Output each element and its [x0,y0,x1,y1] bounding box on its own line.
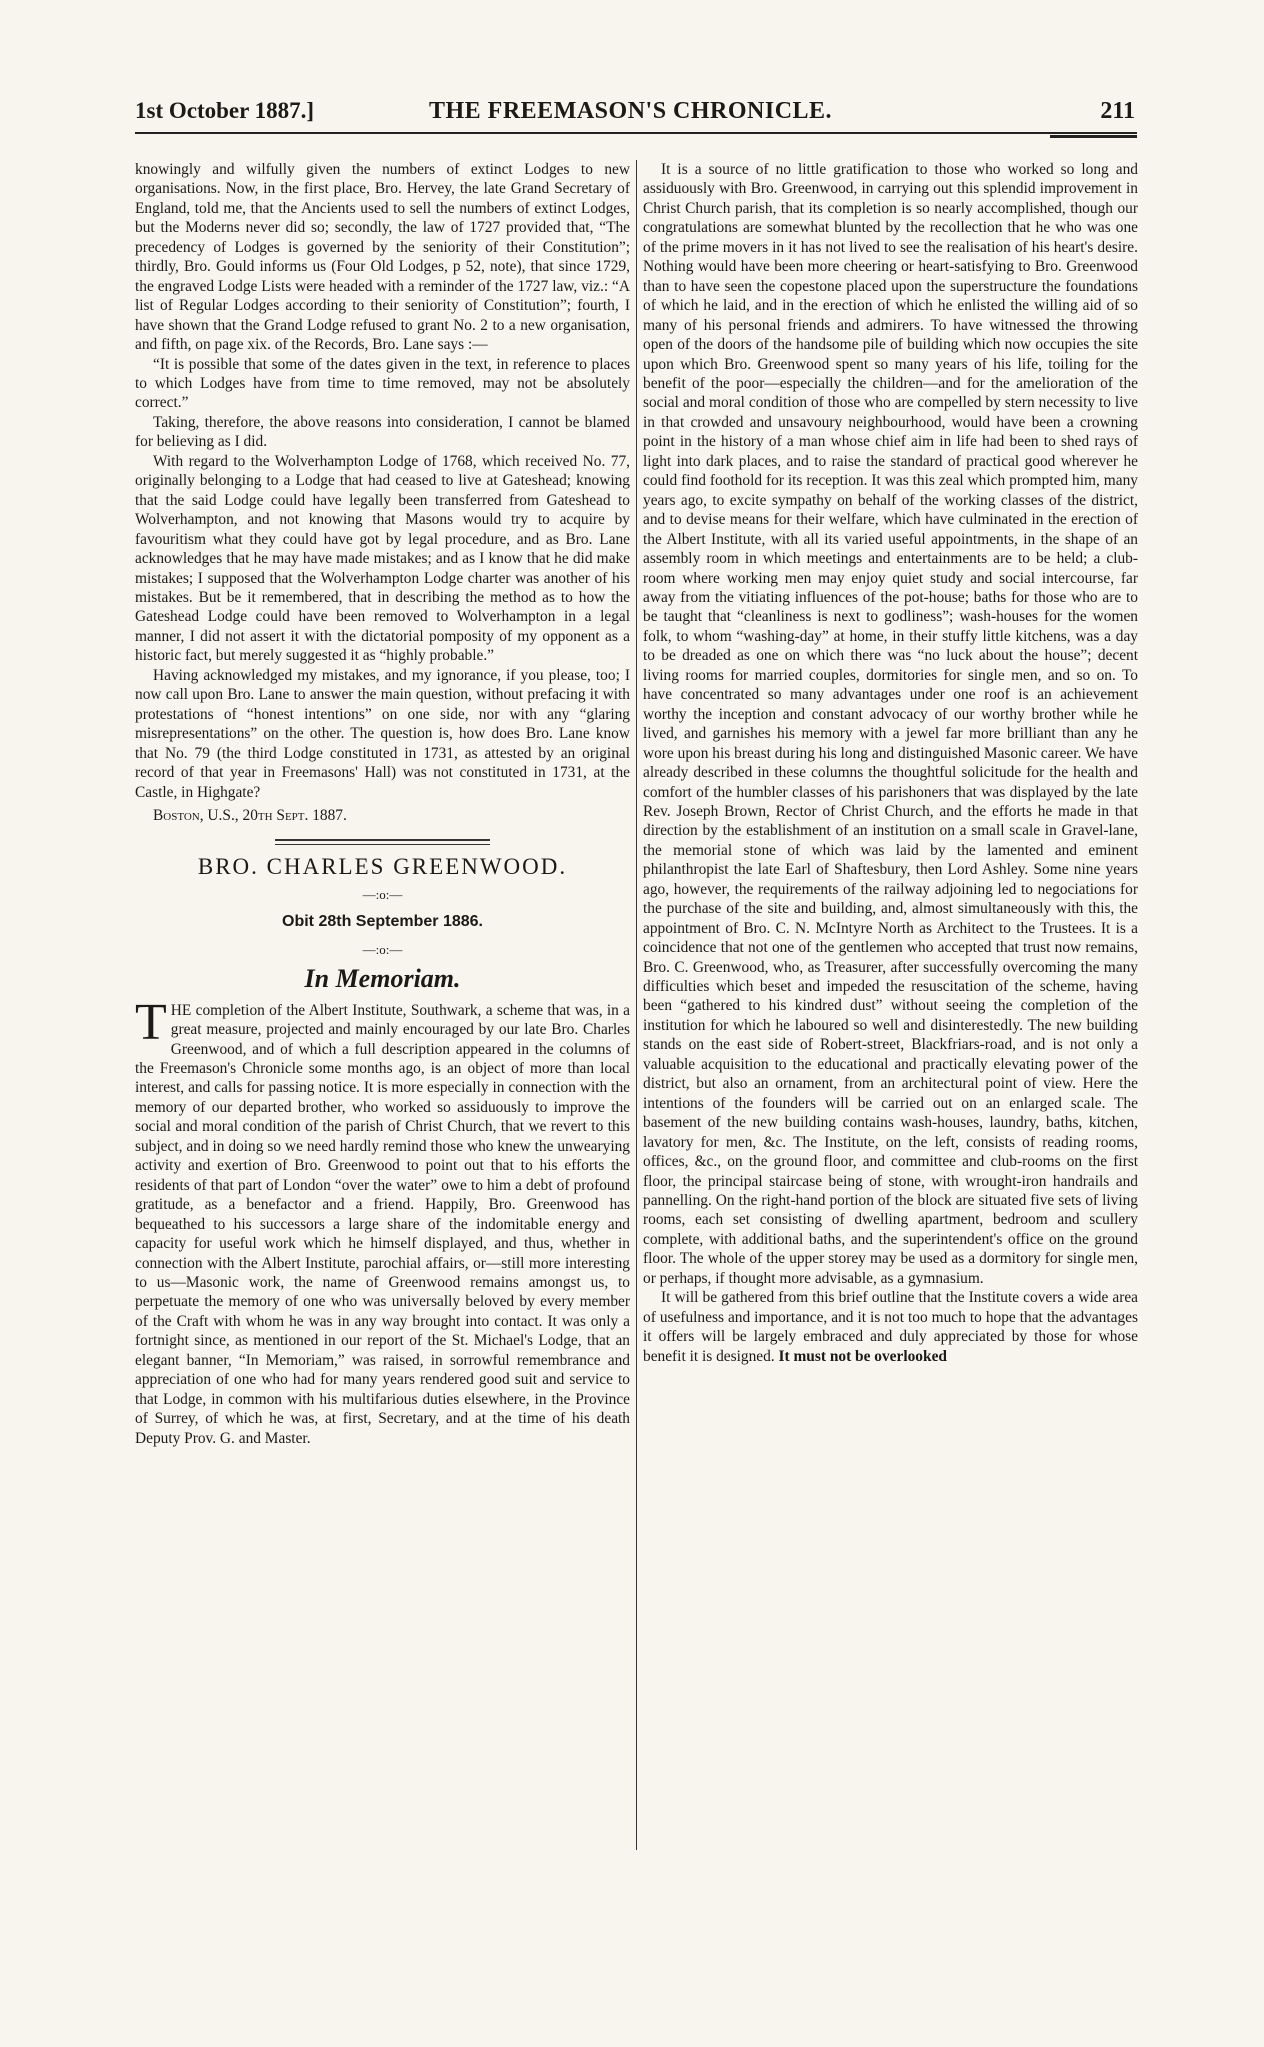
obit-line: Obit 28th September 1886. [282,913,483,931]
right-column [643,160,1138,1366]
memoriam-heading: In Memoriam. [304,964,461,994]
article-title: BRO. CHARLES GREENWOOD. [197,854,568,880]
article-paragraph: Taking, therefore, the above reasons into consideration, I cannot be blamed for believing as I did. [135,413,630,451]
article-paragraph: It is a source of no little gratification to those who worked so long and assiduously with Bro. Greenwood, in carrying out this splendid improvement in Christ Church parish, that its completion is so nearly accomplished, though our congratulations are somewhat blunted by the recollection that he who was one of the prime movers in it has not lived to see the realisation of his heart's desire. Nothing would have been more cheering or heart-satisfying to Bro. Greenwood than to have seen the copestone placed upon the superstructure the foundations of which he laid, and in the erection of which he enlisted the willing aid of so many of his personal friends and admirers. To have witnessed the throwing open of the doors of the handsome pile of building which now occupies the site upon which Bro. Greenwood spent so many years of his life, toiling for the benefit of the poor—especially the children—and for the amelioration of the social and moral condition of those who are compelled by stern necessity to live in that crowded and unsavoury neighbourhood, would have been a crowning point in the history of a man whose chief aim in life had been to shed rays of light into dark places, and to raise the standard of practical good wherever he could find foothold for its reception. It was this zeal which prompted him, many years ago, to excite sympathy on behalf of the working classes of the district, and to devise means for their welfare, which have culminated in the erection of the Albert Institute, with all its varied useful appointments, in the shape of an assembly room in which meetings and entertainments are to be held; a club-room where working men may enjoy quiet study and social intercourse, far away from the vitiating influences of the pot-house; baths for those who are to be taught that “cleanliness is next to godliness”; wash-houses for the women folk, to whom “washing-day” at home, in their stuffy little kitchens, was a day to be dreaded as one on which there was “no luck about the house”; decent living rooms for married couples, dormitories for single men, and so on. To have concentrated so many advantages under one roof is an achievement worthy the inception and constant advocacy of our worthy brother while he lived, and garnishes his memory with a jewel far more brilliant than any he wore upon his breast during his long and distinguished Masonic career. We have already described in these columns the thoughtful solicitude for the health and comfort of the humbler classes of his parishoners that was displayed by the late Rev. Joseph Brown, Rector of Christ Church, and the efforts he made in that direction by the establishment of an institution on a small scale in Gravel-lane, the memorial stone of which was laid by the lamented and eminent philanthropist the late Earl of Shaftesbury, then Lord Ashley. Some nine years ago, however, the requirements of the railway adjoining led to negociations for the purchase of the site and building, and, almost simultaneously with this, the appointment of Bro. C. N. McIntyre North as Architect to the Trustees. It is a coincidence that not one of the gentlemen who accepted that trust now remains, Bro. C. Greenwood, who, as Treasurer, after successfully overcoming the many difficulties which beset and impeded the resuscitation of the scheme, having been “gathered to his kindred dust” without seeing the completion of the institution for which he laboured so well and disinterestedly. The new building stands on the east side of Robert-street, Blackfriars-road, and is not only a valuable acquisition to the educational and practically elevating power of the district, but also an ornament, from an architectural point of view. Here the intentions of the founders will be carried out on an enlarged scale. The basement of the new building contains wash-houses, laundry, baths, kitchen, lavatory for men, &c. The Institute, on the left, consists of reading rooms, offices, &c., on the ground floor, and committee and club-rooms on the first floor, the principal staircase being of stone, with wrought-iron handrails and pannelling. On the right-hand portion of the block are situated five sets of living rooms, each set consisting of dwelling apartment, bedroom and scullery complete, with additional baths, and the superintendent's office on the ground floor. The whole of the upper storey may be used as a dormitory for single men, or perhaps, if thought more advisable, as a gymnasium. [643,161,1138,1287]
signoff: Boston, U.S., 20th Sept. 1887. [153,806,347,824]
article-paragraph [643,1288,1138,1366]
issue-date: 1st October 1887.] [135,98,315,123]
memorial-paragraph [135,993,630,1448]
section-divider [275,839,490,845]
article-paragraph: “It is possible that some of the dates given in the text, in reference to places to which Lodges have from time to time removed, may not be absolutely correct.” [135,355,630,412]
page-header [135,96,1135,130]
article-paragraph: knowingly and wilfully given the numbers of extinct Lodges to new organisations. Now, in the first place, Bro. Hervey, the late Grand Secretary of England, told me, that the Ancients used to sell the numbers of extinct Lodges, but the Moderns never did so; secondly, the law of 1727 provided that, “The precedency of Lodges is governed by the seniority of their Constitution”; thirdly, Bro. Gould informs us (Four Old Lodges, p 52, note), that since 1729, the engraved Lodge Lists were headed with a reminder of the 1727 law, viz.: “A list of Regular Lodges according to their seniority of Constitution”; fourth, I have shown that the Grand Lodge refused to grant No. 2 to a new organisation, and fifth, on page xix. of the Records, Bro. Lane says :— [135,161,630,354]
drop-cap: T [135,993,167,1051]
page-number: 211 [1100,98,1135,124]
memorial-text: HE completion of the Albert Institute, Southwark, a scheme that was, in a great measure, projected and mainly encouraged by our late Bro. Charles Greenwood, and of which a full description appeared in the columns of the Freemason's Chronicle some months ago, is an object of more than local interest, and calls for passing notice. It is more especially in connection with the memory of our departed brother, who worked so assiduously to improve the social and moral condition of the parish of Christ Church, that we revert to this subject, and in doing so we need hardly remind those who knew the unwearying activity and exertion of Bro. Greenwood to point out that to his efforts the residents of that part of London “over the water” owe to him a debt of profound gratitude, as a benefactor and a friend. Happily, Bro. Greenwood has bequeathed to his successors a large share of the indomitable energy and capacity for useful work which he himself displayed, and thus, whether in connection with the Albert Institute, parochial affairs, or—still more interesting to us—Masonic work, the name of Greenwood remains amongst us, to perpetuate the memory of one who was universally beloved by every member of the Craft with whom he was in any way brought into contact. It was only a fortnight since, as mentioned in our report of the St. Michael's Lodge, that an elegant banner, “In Memoriam,” was raised, in sorrowful remembrance and appreciation of one who had for many years rendered good suit and service to that Lodge, in common with his multifarious duties elsewhere, in the Province of Surrey, of which he was, at first, Secretary, and at the time of his death Deputy Prov. G. and Master. [135,1001,630,1447]
closing-bold: It must not be overlooked [778,1347,947,1365]
header-rule-accent [1050,135,1137,138]
left-column [135,160,630,1448]
ornament: —:o:— [362,941,403,957]
newspaper-title: THE FREEMASON'S CHRONICLE. [429,98,833,124]
header-rule [135,132,1137,134]
closing-text: It will be gathered from this brief outline that the Institute covers a wide area of usefulness and importance, and it is not too much to hope that the advantages it offers will be largely embraced and duly appreciated by those for whose benefit it is designed. [643,1289,1138,1365]
article-paragraph: With regard to the Wolverhampton Lodge of 1768, which received No. 77, originally belonging to a Lodge that had ceased to live at Gateshead; knowing that the said Lodge could have legally been transferred from Gateshead to Wolverhampton, and not knowing that Masons would try to acquire by favouritism what they could have got by legal procedure, and as Bro. Lane acknowledges that he may have made mistakes; and as I know that he did make mistakes; I supposed that the Wolverhampton Lodge charter was another of his mistakes. But be it remembered, that in describing the method as to how the Gateshead Lodge could have been removed to Wolverhampton in a legal manner, I did not assert it with the dictatorial pomposity of my opponent as a historic fact, but merely suggested it as “highly probable.” [135,452,630,665]
ornament: —:o:— [362,886,403,902]
article-paragraph: Having acknowledged my mistakes, and my ignorance, if you please, too; I now call upon Bro. Lane to answer the main question, without prefacing it with protestations of “honest intentions” on one side, nor with any “glaring misrepresentations” on the other. The question is, how does Bro. Lane know that No. 79 (the third Lodge constituted in 1731, as attested by an original record of that year in Freemasons' Hall) was not constituted in 1731, at the Castle, in Highgate? [135,666,630,801]
column-divider [636,160,637,1850]
